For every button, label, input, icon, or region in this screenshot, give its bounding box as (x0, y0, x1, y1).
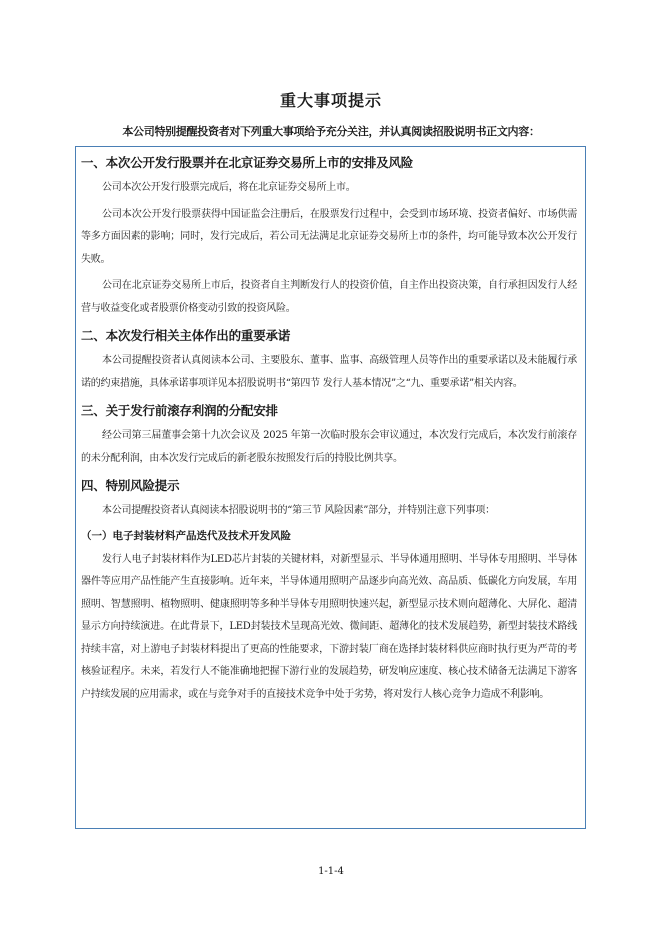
paragraph: 经公司第三届董事会第十九次会议及 2025 年第一次临时股东会审议通过，本次发行完成后，本次发行前滚存的未分配利润，由本次发行完成后的新老股东按照发行后的持股比例共享。 (81, 430, 577, 464)
subsection-heading: （一）电子封装材料产品迭代及技术开发风险 (81, 529, 291, 542)
content-frame (75, 146, 586, 829)
paragraph: 公司在北京证券交易所上市后，投资者自主判断发行人的投资价值，自主作出投资决策，自行承担因发行人经营与收益变化或者股票价格变动引致的投资风险。 (81, 280, 577, 314)
section-heading-4: 四、特别风险提示 (81, 478, 180, 493)
paragraph: 公司本次公开发行股票获得中国证监会注册后，在股票发行过程中，会受到市场环境、投资者偏好、市场供需等多方面因素的影响；同时，发行完成后，若公司无法满足北京证券交易所上市的条件，均可能导致本次公开发行失败。 (81, 208, 577, 265)
intro-notice: 本公司特别提醒投资者对下列重大事项给予充分关注，并认真阅读招股说明书正文内容： (122, 125, 540, 138)
section-heading-2: 二、本次发行相关主体作出的重要承诺 (81, 328, 291, 343)
paragraph: 发行人电子封装材料作为LED芯片封装的关键材料，对新型显示、半导体通用照明、半导体专用照明、半导体器件等应用产品性能产生直接影响。近年来，半导体通用照明产品逐步向高光效、高品质、低碳化方向发展，车用照明、智慧照明、植物照明、健康照明等多种半导体专用照明快速兴起，新型显示技术则向超薄化、大屏化、超清显示方向持续演进。在此背景下，LED封装技术呈现高光效、微间距、超薄化的技术发展趋势，新型封装技术路线持续丰富，对上游电子封装材料提出了更高的性能要求，下游封装厂商在选择封装材料供应商时执行更为严苛的考核验证程序。未来，若发行人不能准确地把握下游行业的发展趋势，研发响应速度、核心技术储备无法满足下游客户持续发展的应用需求，或在与竞争对手的直接技术竞争中处于劣势，将对发行人核心竞争力造成不利影响。 (81, 553, 577, 700)
paragraph: 公司本次公开发行股票完成后，将在北京证券交易所上市。 (102, 182, 356, 193)
paragraph: 本公司提醒投资者认真阅读本招股说明书的“第三节 风险因素”部分，并特别注意下列事项： (102, 505, 495, 516)
paragraph: 本公司提醒投资者认真阅读本公司、主要股东、董事、监事、高级管理人员等作出的重要承诺以及未能履行承诺的约束措施，具体承诺事项详见本招股说明书“第四节 发行人基本情况”之“九、重要承诺”相关内容。 (81, 355, 577, 389)
page-title: 重大事项提示 (279, 91, 382, 110)
section-heading-1: 一、本次公开发行股票并在北京证券交易所上市的安排及风险 (81, 155, 414, 170)
page-number: 1-1-4 (318, 866, 344, 877)
section-heading-3: 三、关于发行前滚存利润的分配安排 (81, 403, 278, 418)
